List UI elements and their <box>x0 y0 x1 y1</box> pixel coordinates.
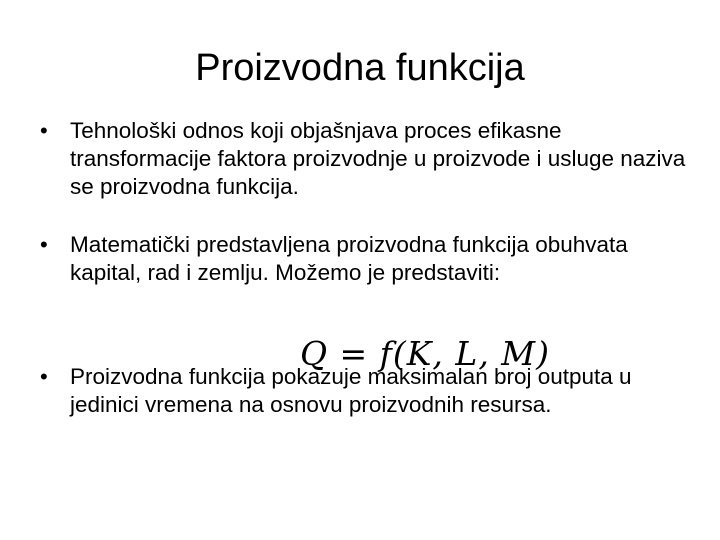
bullet-text: Proizvodna funkcija pokazuje maksimalan broj outputa u jedinici vremena na osnovu proizvodnih resursa. <box>70 364 632 417</box>
bullet-marker: • <box>40 118 48 143</box>
bullet-item <box>40 117 700 201</box>
bullet-text: Matematički predstavljena proizvodna funkcija obuhvata kapital, rad i zemlju. Možemo je predstaviti: <box>70 232 628 285</box>
bullet-marker: • <box>40 232 48 257</box>
slide-title: Proizvodna funkcija <box>195 47 525 89</box>
bullet-text: Tehnološki odnos koji objašnjava proces efikasne transformacije faktora proizvodnje u proizvode i usluge naziva se proizvodna funkcija. <box>70 118 686 199</box>
bullet-item <box>40 231 700 287</box>
production-function-formula: Q = f(K, L, M) <box>300 334 550 373</box>
bullet-marker: • <box>40 364 48 389</box>
